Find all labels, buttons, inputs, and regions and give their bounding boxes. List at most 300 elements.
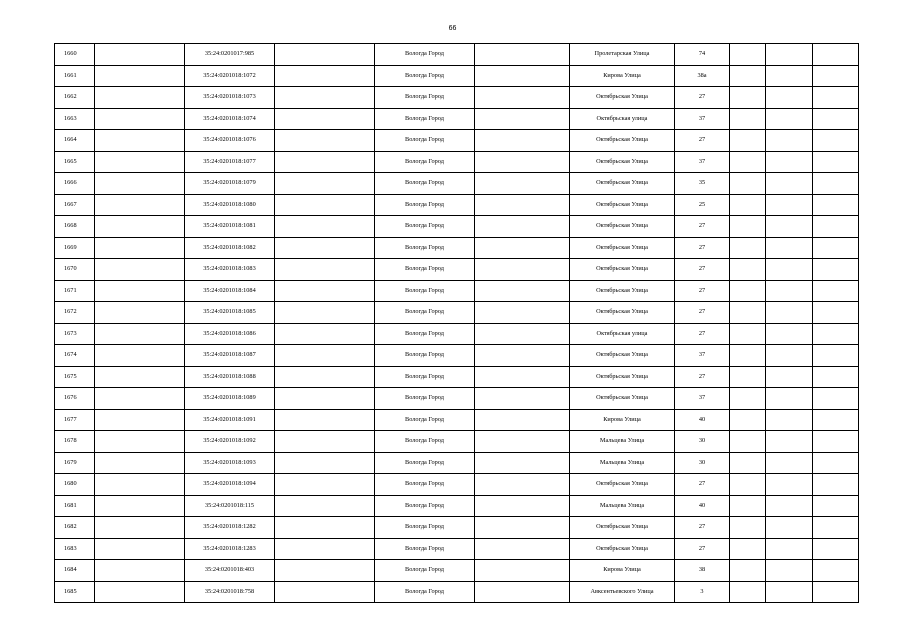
cell-street: Октябрьская Улица	[570, 87, 675, 109]
cell-empty	[95, 366, 185, 388]
cell-empty	[766, 474, 813, 496]
cell-number: 1666	[55, 173, 95, 195]
cell-cadastral-number: 35:24:0201018:1083	[185, 259, 275, 281]
cell-empty	[813, 452, 859, 474]
table-row	[55, 409, 859, 431]
cell-empty	[766, 151, 813, 173]
table-row	[55, 366, 859, 388]
cell-number: 1668	[55, 216, 95, 238]
cell-empty	[475, 130, 570, 152]
cell-empty	[813, 323, 859, 345]
cell-empty	[275, 495, 375, 517]
cell-empty	[730, 323, 766, 345]
cell-house: 35	[675, 173, 730, 195]
cell-empty	[730, 237, 766, 259]
cell-number: 1677	[55, 409, 95, 431]
cell-empty	[95, 173, 185, 195]
cell-number: 1661	[55, 65, 95, 87]
cell-empty	[766, 302, 813, 324]
cell-house: 27	[675, 517, 730, 539]
cell-street: Пролетарская Улица	[570, 44, 675, 66]
cell-empty	[275, 345, 375, 367]
cell-house: 27	[675, 259, 730, 281]
cell-empty	[766, 280, 813, 302]
cell-cadastral-number: 35:24:0201018:1094	[185, 474, 275, 496]
cell-empty	[813, 388, 859, 410]
cell-house: 37	[675, 345, 730, 367]
cell-empty	[813, 409, 859, 431]
cell-cadastral-number: 35:24:0201018:1092	[185, 431, 275, 453]
cell-empty	[475, 431, 570, 453]
cell-locality: Вологда Город	[375, 130, 475, 152]
cell-house: 3	[675, 581, 730, 603]
cell-empty	[475, 44, 570, 66]
cell-cadastral-number: 35:24:0201018:1080	[185, 194, 275, 216]
cell-empty	[730, 345, 766, 367]
cell-empty	[730, 280, 766, 302]
cell-house: 37	[675, 388, 730, 410]
cell-street: Октябрьская Улица	[570, 173, 675, 195]
cell-empty	[813, 538, 859, 560]
cell-locality: Вологда Город	[375, 173, 475, 195]
cell-empty	[730, 173, 766, 195]
cell-locality: Вологда Город	[375, 517, 475, 539]
cell-house: 27	[675, 538, 730, 560]
cell-empty	[95, 474, 185, 496]
cell-empty	[730, 452, 766, 474]
cell-number: 1680	[55, 474, 95, 496]
cell-empty	[766, 44, 813, 66]
cell-street: Октябрьская Улица	[570, 194, 675, 216]
cell-cadastral-number: 35:24:0201017:985	[185, 44, 275, 66]
cell-locality: Вологда Город	[375, 259, 475, 281]
cell-number: 1663	[55, 108, 95, 130]
cell-number: 1670	[55, 259, 95, 281]
cell-empty	[766, 452, 813, 474]
cell-empty	[730, 87, 766, 109]
cell-empty	[275, 130, 375, 152]
cell-empty	[275, 560, 375, 582]
cell-house: 38	[675, 560, 730, 582]
cell-cadastral-number: 35:24:0201018:403	[185, 560, 275, 582]
cell-locality: Вологда Город	[375, 474, 475, 496]
cell-empty	[813, 259, 859, 281]
cell-street: Мальцева Улица	[570, 495, 675, 517]
cell-empty	[813, 495, 859, 517]
cell-locality: Вологда Город	[375, 151, 475, 173]
cell-house: 27	[675, 302, 730, 324]
cell-empty	[475, 280, 570, 302]
cell-empty	[95, 538, 185, 560]
cell-cadastral-number: 35:24:0201018:758	[185, 581, 275, 603]
cell-street: Октябрьская Улица	[570, 388, 675, 410]
cell-locality: Вологда Город	[375, 345, 475, 367]
cell-empty	[475, 345, 570, 367]
cell-house: 27	[675, 280, 730, 302]
cell-cadastral-number: 35:24:0201018:1081	[185, 216, 275, 238]
cell-empty	[475, 173, 570, 195]
cell-empty	[275, 431, 375, 453]
cell-house: 27	[675, 366, 730, 388]
cell-empty	[813, 366, 859, 388]
cell-empty	[730, 194, 766, 216]
table-row	[55, 323, 859, 345]
cell-empty	[813, 130, 859, 152]
cell-empty	[275, 538, 375, 560]
cell-empty	[95, 130, 185, 152]
cell-empty	[95, 216, 185, 238]
cell-cadastral-number: 35:24:0201018:1089	[185, 388, 275, 410]
cell-empty	[766, 560, 813, 582]
table-row	[55, 44, 859, 66]
cell-number: 1683	[55, 538, 95, 560]
cell-empty	[813, 237, 859, 259]
cell-empty	[95, 194, 185, 216]
cell-empty	[730, 216, 766, 238]
cell-empty	[275, 388, 375, 410]
cell-empty	[95, 65, 185, 87]
cell-number: 1673	[55, 323, 95, 345]
cell-empty	[95, 452, 185, 474]
cell-cadastral-number: 35:24:0201018:1093	[185, 452, 275, 474]
cell-empty	[730, 431, 766, 453]
cell-empty	[475, 259, 570, 281]
cell-street: Кирова Улица	[570, 409, 675, 431]
cell-empty	[475, 302, 570, 324]
cell-empty	[766, 517, 813, 539]
cell-house: 27	[675, 216, 730, 238]
page-number: 66	[448, 25, 457, 32]
cell-cadastral-number: 35:24:0201018:115	[185, 495, 275, 517]
cell-empty	[730, 560, 766, 582]
cell-empty	[475, 194, 570, 216]
cell-number: 1664	[55, 130, 95, 152]
table-row	[55, 237, 859, 259]
cell-street: Кирова Улица	[570, 65, 675, 87]
cell-house: 27	[675, 130, 730, 152]
cell-street: Октябрьская Улица	[570, 259, 675, 281]
cell-empty	[730, 65, 766, 87]
cell-empty	[813, 302, 859, 324]
cell-cadastral-number: 35:24:0201018:1073	[185, 87, 275, 109]
cell-empty	[95, 87, 185, 109]
cell-empty	[95, 431, 185, 453]
table-row	[55, 87, 859, 109]
cell-house: 30	[675, 452, 730, 474]
cell-empty	[730, 495, 766, 517]
cell-street: Октябрьская улица	[570, 323, 675, 345]
cell-empty	[95, 560, 185, 582]
cell-cadastral-number: 35:24:0201018:1076	[185, 130, 275, 152]
cell-cadastral-number: 35:24:0201018:1082	[185, 237, 275, 259]
cell-number: 1662	[55, 87, 95, 109]
cell-number: 1672	[55, 302, 95, 324]
cell-number: 1667	[55, 194, 95, 216]
cell-empty	[275, 151, 375, 173]
table-row	[55, 280, 859, 302]
cell-empty	[275, 216, 375, 238]
cell-empty	[95, 151, 185, 173]
cell-empty	[766, 388, 813, 410]
cell-street: Мальцева Улица	[570, 431, 675, 453]
cell-house: 40	[675, 495, 730, 517]
cell-house: 38а	[675, 65, 730, 87]
cell-empty	[730, 538, 766, 560]
table-body	[55, 44, 859, 603]
cell-empty	[766, 173, 813, 195]
cell-empty	[475, 560, 570, 582]
table-row	[55, 474, 859, 496]
cell-cadastral-number: 35:24:0201018:1087	[185, 345, 275, 367]
cell-empty	[766, 65, 813, 87]
cell-empty	[95, 517, 185, 539]
cell-empty	[766, 237, 813, 259]
cell-empty	[813, 517, 859, 539]
cell-empty	[475, 323, 570, 345]
cell-empty	[730, 581, 766, 603]
cell-house: 40	[675, 409, 730, 431]
table-row	[55, 302, 859, 324]
cell-empty	[813, 151, 859, 173]
cell-empty	[275, 323, 375, 345]
cell-empty	[813, 87, 859, 109]
cell-empty	[730, 388, 766, 410]
cell-locality: Вологда Город	[375, 560, 475, 582]
cell-number: 1660	[55, 44, 95, 66]
cell-cadastral-number: 35:24:0201018:1086	[185, 323, 275, 345]
cell-empty	[766, 130, 813, 152]
cell-empty	[275, 302, 375, 324]
table-row	[55, 388, 859, 410]
cell-locality: Вологда Город	[375, 216, 475, 238]
cell-locality: Вологда Город	[375, 409, 475, 431]
cell-empty	[275, 259, 375, 281]
cell-street: Октябрьская Улица	[570, 151, 675, 173]
cell-empty	[813, 65, 859, 87]
cell-house: 27	[675, 87, 730, 109]
cell-empty	[813, 474, 859, 496]
cell-locality: Вологда Город	[375, 323, 475, 345]
table-row	[55, 495, 859, 517]
cell-street: Октябрьская Улица	[570, 237, 675, 259]
cell-street: Кирова Улица	[570, 560, 675, 582]
cell-street: Октябрьская Улица	[570, 538, 675, 560]
cell-house: 25	[675, 194, 730, 216]
cell-house: 27	[675, 237, 730, 259]
cell-house: 74	[675, 44, 730, 66]
cell-number: 1665	[55, 151, 95, 173]
table-row	[55, 65, 859, 87]
cell-number: 1671	[55, 280, 95, 302]
cell-number: 1679	[55, 452, 95, 474]
cell-empty	[813, 108, 859, 130]
cell-house: 30	[675, 431, 730, 453]
cell-empty	[766, 216, 813, 238]
table-row	[55, 431, 859, 453]
cell-empty	[766, 495, 813, 517]
cell-cadastral-number: 35:24:0201018:1085	[185, 302, 275, 324]
cell-empty	[275, 409, 375, 431]
cell-cadastral-number: 35:24:0201018:1079	[185, 173, 275, 195]
cell-number: 1678	[55, 431, 95, 453]
cell-cadastral-number: 35:24:0201018:1077	[185, 151, 275, 173]
cell-empty	[475, 87, 570, 109]
cell-empty	[475, 65, 570, 87]
cell-empty	[95, 44, 185, 66]
cell-number: 1669	[55, 237, 95, 259]
cell-empty	[766, 366, 813, 388]
cell-empty	[95, 259, 185, 281]
cell-locality: Вологда Город	[375, 280, 475, 302]
cell-number: 1676	[55, 388, 95, 410]
cell-empty	[475, 409, 570, 431]
cell-locality: Вологда Город	[375, 108, 475, 130]
cell-empty	[275, 65, 375, 87]
cell-empty	[475, 495, 570, 517]
cell-street: Авксентьевского Улица	[570, 581, 675, 603]
table-row	[55, 194, 859, 216]
cell-cadastral-number: 35:24:0201018:1072	[185, 65, 275, 87]
cell-street: Октябрьская Улица	[570, 366, 675, 388]
cell-empty	[766, 87, 813, 109]
cell-empty	[813, 194, 859, 216]
cell-empty	[95, 302, 185, 324]
cell-empty	[813, 280, 859, 302]
table-row	[55, 345, 859, 367]
cell-empty	[766, 581, 813, 603]
cell-empty	[766, 431, 813, 453]
cell-empty	[730, 302, 766, 324]
cell-empty	[730, 130, 766, 152]
cell-empty	[475, 452, 570, 474]
cell-empty	[95, 345, 185, 367]
cell-street: Октябрьская улица	[570, 108, 675, 130]
cell-empty	[730, 474, 766, 496]
cell-street: Мальцева Улица	[570, 452, 675, 474]
cell-locality: Вологда Город	[375, 452, 475, 474]
cell-empty	[475, 237, 570, 259]
cell-empty	[766, 108, 813, 130]
cell-empty	[95, 581, 185, 603]
cell-locality: Вологда Город	[375, 87, 475, 109]
cell-cadastral-number: 35:24:0201018:1282	[185, 517, 275, 539]
cell-empty	[813, 431, 859, 453]
table-row	[55, 259, 859, 281]
cell-locality: Вологда Город	[375, 431, 475, 453]
cell-empty	[766, 538, 813, 560]
cell-empty	[813, 581, 859, 603]
cell-locality: Вологда Город	[375, 237, 475, 259]
cell-locality: Вологда Город	[375, 65, 475, 87]
cell-empty	[766, 259, 813, 281]
registry-table	[54, 43, 859, 603]
cell-empty	[475, 216, 570, 238]
cell-street: Октябрьская Улица	[570, 302, 675, 324]
cell-empty	[813, 44, 859, 66]
cell-locality: Вологда Город	[375, 366, 475, 388]
cell-locality: Вологда Город	[375, 495, 475, 517]
cell-empty	[475, 388, 570, 410]
cell-empty	[813, 173, 859, 195]
table-row	[55, 538, 859, 560]
cell-empty	[95, 495, 185, 517]
table-row	[55, 173, 859, 195]
cell-number: 1685	[55, 581, 95, 603]
cell-street: Октябрьская Улица	[570, 216, 675, 238]
table-row	[55, 581, 859, 603]
cell-locality: Вологда Город	[375, 44, 475, 66]
cell-empty	[766, 194, 813, 216]
cell-empty	[475, 581, 570, 603]
cell-empty	[95, 108, 185, 130]
cell-empty	[95, 237, 185, 259]
table-row	[55, 216, 859, 238]
cell-cadastral-number: 35:24:0201018:1088	[185, 366, 275, 388]
cell-cadastral-number: 35:24:0201018:1283	[185, 538, 275, 560]
cell-empty	[730, 409, 766, 431]
cell-empty	[275, 280, 375, 302]
cell-locality: Вологда Город	[375, 581, 475, 603]
cell-street: Октябрьская Улица	[570, 280, 675, 302]
cell-empty	[813, 345, 859, 367]
cell-number: 1674	[55, 345, 95, 367]
cell-empty	[275, 517, 375, 539]
cell-house: 27	[675, 323, 730, 345]
cell-empty	[275, 581, 375, 603]
cell-empty	[95, 388, 185, 410]
cell-number: 1682	[55, 517, 95, 539]
table-row	[55, 560, 859, 582]
cell-empty	[275, 474, 375, 496]
cell-locality: Вологда Город	[375, 388, 475, 410]
cell-empty	[475, 151, 570, 173]
cell-empty	[275, 366, 375, 388]
cell-number: 1681	[55, 495, 95, 517]
cell-locality: Вологда Город	[375, 538, 475, 560]
cell-locality: Вологда Город	[375, 302, 475, 324]
cell-house: 27	[675, 474, 730, 496]
cell-street: Октябрьская Улица	[570, 345, 675, 367]
cell-empty	[475, 108, 570, 130]
cell-empty	[95, 280, 185, 302]
cell-empty	[475, 517, 570, 539]
cell-empty	[730, 108, 766, 130]
cell-empty	[730, 259, 766, 281]
cell-empty	[95, 409, 185, 431]
table-row	[55, 108, 859, 130]
table-row	[55, 517, 859, 539]
cell-empty	[275, 237, 375, 259]
cell-street: Октябрьская Улица	[570, 474, 675, 496]
cell-cadastral-number: 35:24:0201018:1074	[185, 108, 275, 130]
cell-empty	[475, 538, 570, 560]
cell-empty	[766, 345, 813, 367]
cell-empty	[275, 108, 375, 130]
cell-street: Октябрьская Улица	[570, 130, 675, 152]
cell-house: 37	[675, 108, 730, 130]
cell-empty	[730, 44, 766, 66]
cell-empty	[275, 452, 375, 474]
cell-cadastral-number: 35:24:0201018:1084	[185, 280, 275, 302]
cell-empty	[475, 474, 570, 496]
cell-street: Октябрьская Улица	[570, 517, 675, 539]
cell-empty	[275, 44, 375, 66]
cell-empty	[730, 366, 766, 388]
cell-empty	[275, 194, 375, 216]
cell-empty	[95, 323, 185, 345]
table-row	[55, 452, 859, 474]
cell-empty	[275, 87, 375, 109]
